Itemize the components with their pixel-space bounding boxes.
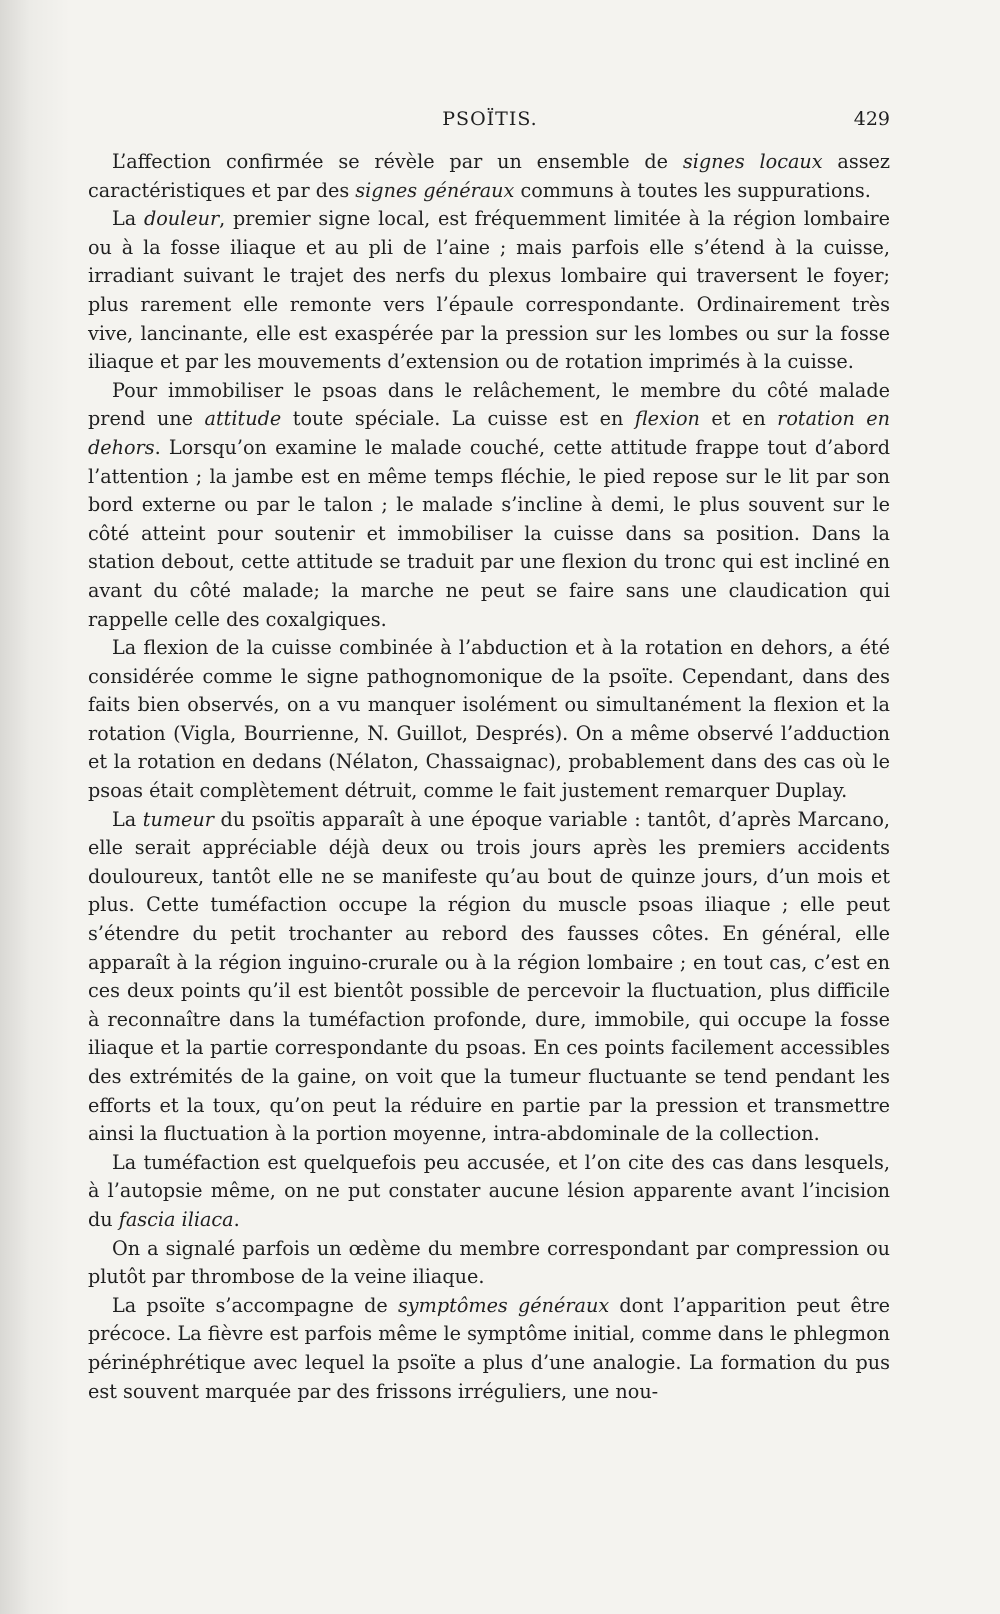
text-run: On a signalé parfois un œdème du membre correspondant par compression ou plutôt par thrombose de la veine iliaque. [88, 1236, 890, 1289]
text-run: . Lorsqu’on examine le malade couché, cette attitude frappe tout d’abord l’attention ; la jambe est en même temps fléchie, le pied repose sur le lit par son bord externe ou par le talon ; le malade s’incline à demi, le plus souvent sur le côté atteint pour soutenir et immobiliser la cuisse dans sa position. Dans la station debout, cette attitude se traduit par une flexion du tronc qui est incliné en avant du côté malade; la marche ne peut se faire sans une claudication qui rappelle celle des coxalgiques. [88, 435, 890, 631]
paragraph [88, 205, 890, 377]
running-title: PSOÏTIS. [442, 108, 538, 130]
text-run: communs à toutes les suppurations. [514, 178, 871, 202]
paragraph [88, 1235, 890, 1292]
italic-run: signes généraux [355, 178, 515, 202]
italic-run: fascia iliaca [118, 1207, 234, 1231]
text-run: dont l’apparition peut être précoce. La fièvre est parfois même le symptôme initial, comme dans le phlegmon périnéphrétique avec lequel la psoïte a plus d’une analogie. La formation du pus est souvent marquée par des frissons irréguliers, une nou- [88, 1293, 891, 1403]
italic-run: symptômes généraux [397, 1293, 610, 1317]
paragraph [88, 1149, 890, 1235]
page-number: 429 [853, 108, 890, 130]
text-run: Pour immobiliser le psoas dans le relâchement, le membre du côté malade prend une [88, 378, 890, 431]
text-run: toute spéciale. La cuisse est en [281, 407, 635, 431]
italic-run: attitude [204, 407, 282, 431]
text-run: La [112, 207, 144, 231]
paragraph [88, 377, 890, 634]
text-run: L’affection confirmée se révèle par un ensemble de [112, 150, 683, 173]
italic-run: rotation en dehors [88, 407, 891, 459]
paragraph [88, 806, 890, 1149]
italic-run: douleur [143, 207, 220, 231]
text-run: La [112, 807, 143, 831]
text-run: , premier signe local, est fréquemment limitée à la région lombaire ou à la fosse iliaque et au pli de l’aine ; mais parfois elle s’étend à la cuisse, irradiant suivant le trajet des nerfs du plexus lombaire qui traversent le foyer; plus rarement elle remonte vers l’épaule correspondante. Ordinairement très vive, lancinante, elle est exaspérée par la pression sur les lombes ou sur la fosse iliaque et par les mouvements d’extension ou de rotation imprimés à la cuisse. [88, 207, 890, 374]
paragraph [88, 148, 890, 205]
paragraph [88, 1292, 890, 1406]
text-run: La flexion de la cuisse combinée à l’abduction et à la rotation en dehors, a été considérée comme le signe pathognomonique de la psoïte. Cependant, dans des faits bien observés, on a vu manquer isolément ou simultanément la flexion et la rotation (Vigla, Bourrienne, N. Guillot, Després). On a même observé l’adduction et la rotation en dedans (Nélaton, Chassaignac), probablement dans des cas où le psoas était complètement détruit, comme le fait justement remarquer Duplay. [88, 636, 890, 803]
italic-run: tumeur [142, 807, 214, 831]
italic-run: flexion [634, 407, 700, 431]
text-run: . [233, 1207, 240, 1231]
paragraph [88, 634, 890, 806]
running-header [90, 108, 890, 138]
text-run: du psoïtis apparaît à une époque variable : tantôt, d’après Marcano, elle serait appréciable déjà deux ou trois jours après les premiers accidents douloureux, tantôt elle ne se manifeste qu’au bout de quinze jours, d’un mois et plus. Cette tuméfaction occupe la région du muscle psoas iliaque ; elle peut s’étendre du petit trochanter au rebord des fausses côtes. En général, elle apparaît à la région inguino-crurale ou à la région lombaire ; en tout cas, c’est en ces deux points qu’il est bientôt possible de percevoir la fluctuation, plus difficile à reconnaître dans la tuméfaction profonde, dure, immobile, qui occupe la fosse iliaque et la partie correspondante du psoas. En ces points facilement accessibles des extrémités de la gaine, on voit que la tumeur fluctuante se tend pendant les efforts et la toux, qu’on peut la réduire en partie par la pression et transmettre ainsi la fluctuation à la portion moyenne, intra-abdominale de la collection. [88, 807, 890, 1146]
text-run: La tuméfaction est quelquefois peu accusée, et l’on cite des cas dans lesquels, à l’autopsie même, on ne put constater aucune lésion apparente avant l’incision du [88, 1150, 890, 1231]
text-run: assez caractéristiques et par des [88, 150, 891, 202]
text-run: La psoïte s’accompagne de [112, 1293, 398, 1317]
body-text [88, 148, 890, 1406]
italic-run: signes locaux [682, 150, 823, 173]
text-run: et en [699, 407, 778, 431]
